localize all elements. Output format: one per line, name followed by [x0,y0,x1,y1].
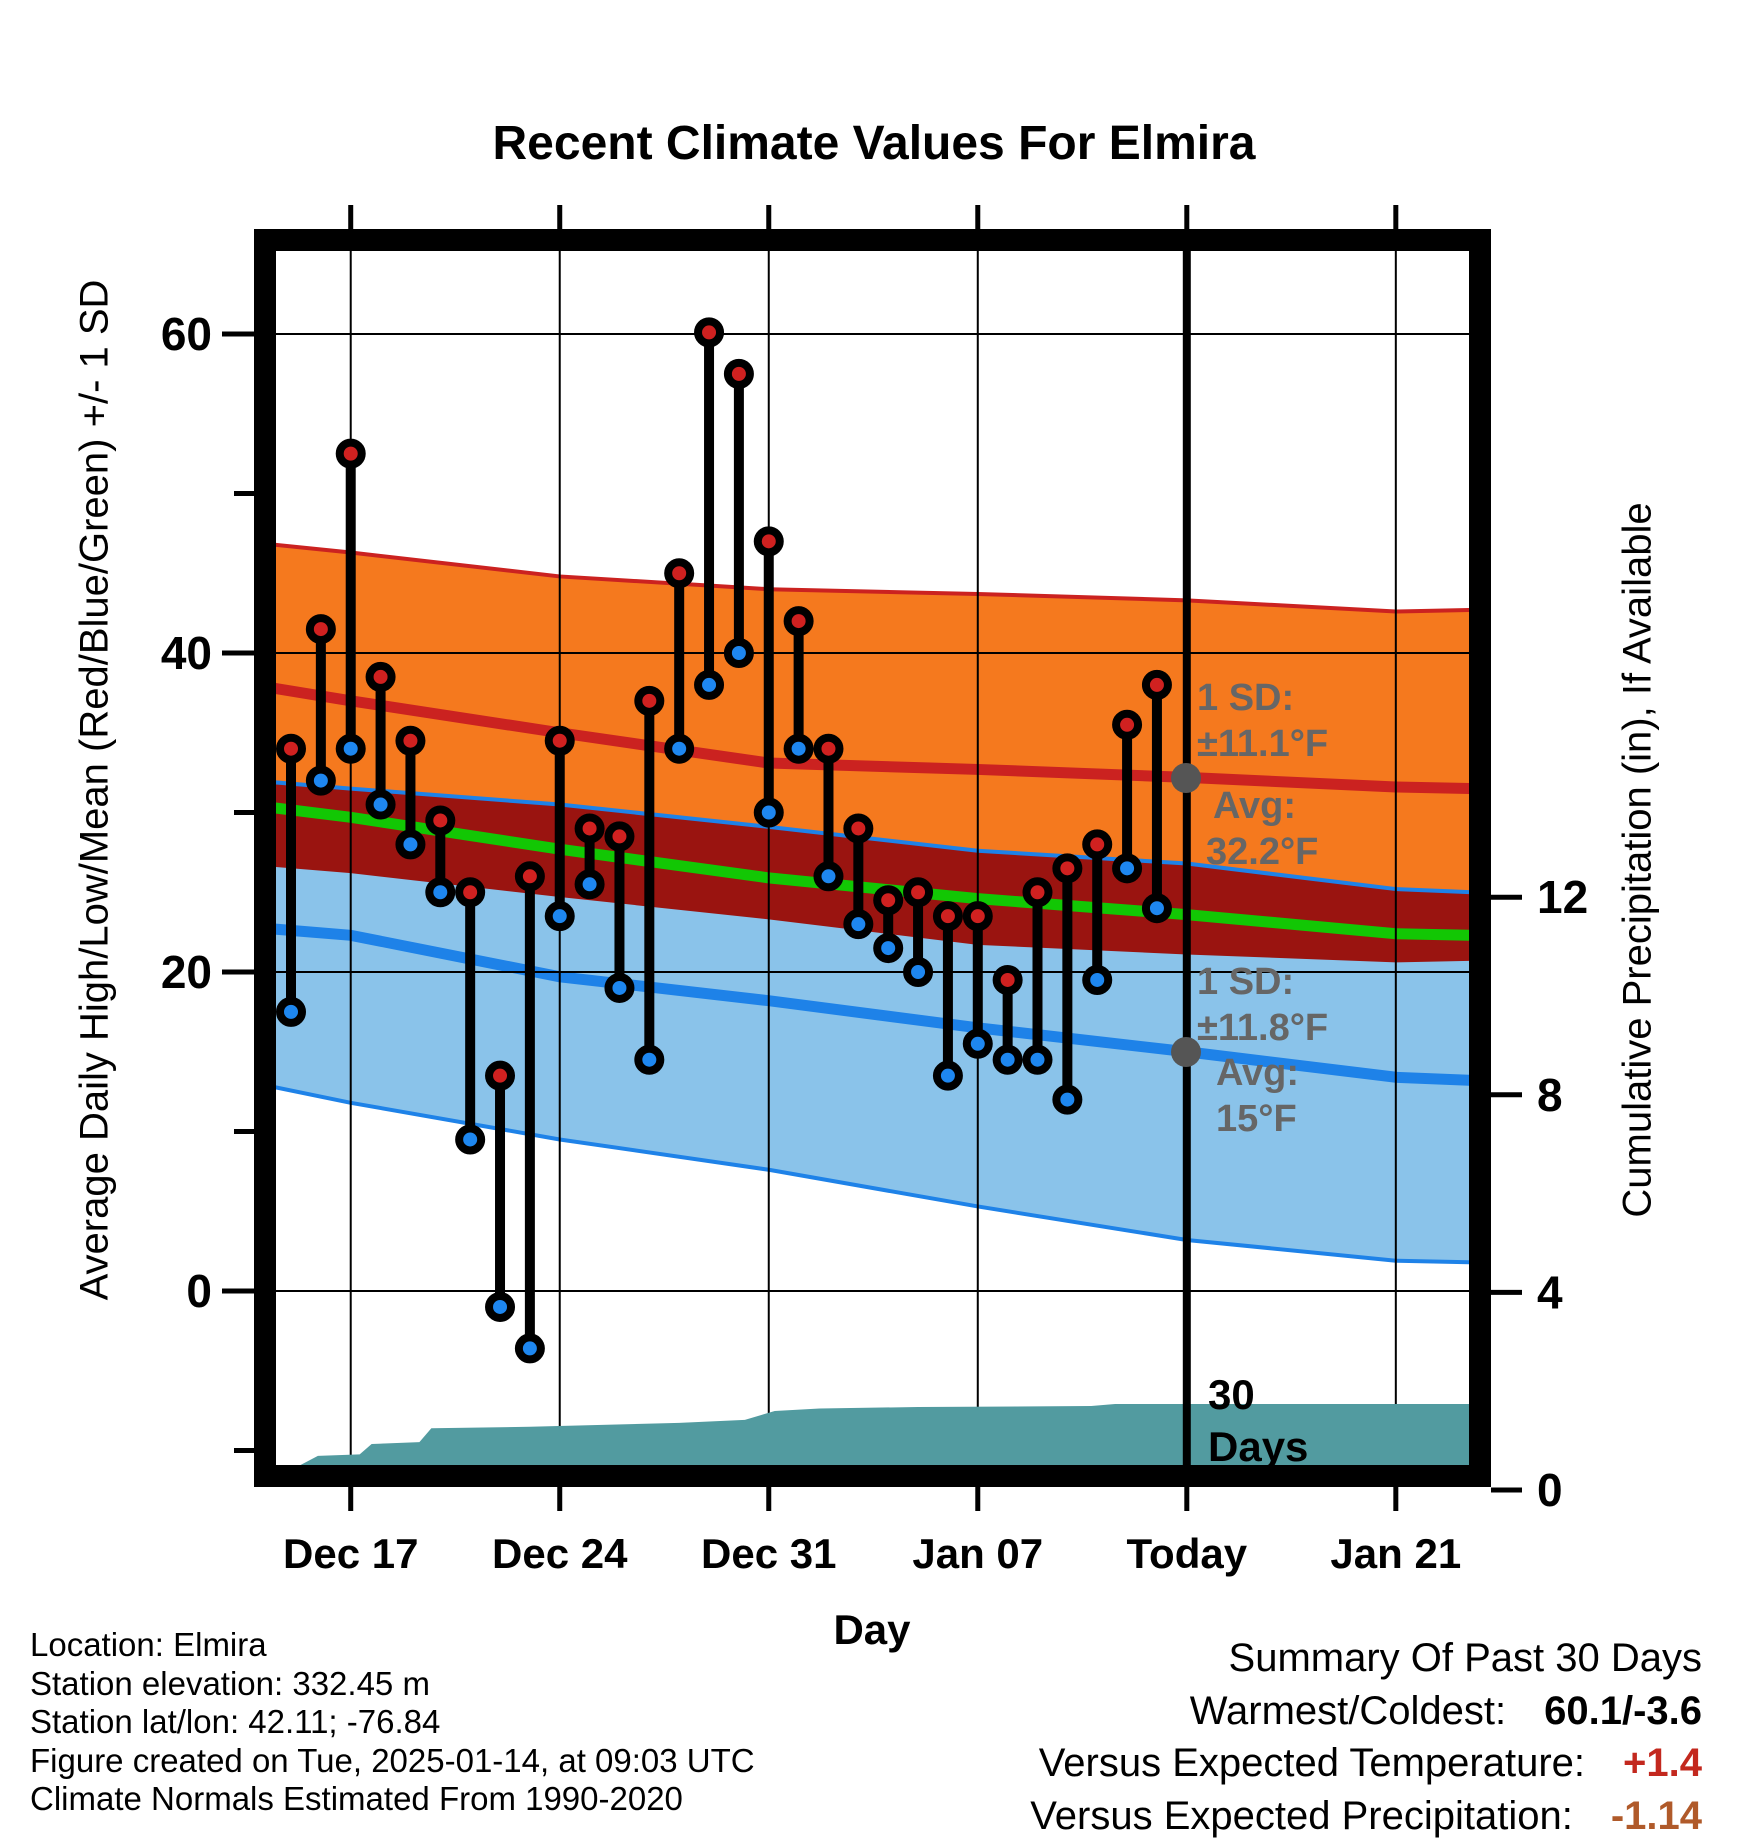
daily-high-dot [668,562,690,584]
daily-low-dot [1027,1049,1049,1071]
daily-high-dot [967,905,989,927]
chart-title: Recent Climate Values For Elmira [0,116,1748,171]
daily-low-dot [937,1065,959,1087]
daily-low-dot [280,1001,302,1023]
daily-low-dot [817,865,839,887]
left-tick-label: 60 [161,308,212,360]
daily-low-dot [907,961,929,983]
vs-temperature-value: +1.4 [1623,1737,1702,1790]
left-tick-label: 20 [161,946,212,998]
climate-normals-note: Climate Normals Estimated From 1990-2020 [30,1780,755,1819]
left-tick-label: 40 [161,627,212,679]
daily-low-dot [399,833,421,855]
daily-low-dot [310,770,332,792]
daily-high-dot [907,881,929,903]
left-axis-title: Average Daily High/Low/Mean (Red/Blue/Green) +/- 1 SD [73,280,118,1301]
daily-low-dot [997,1049,1019,1071]
daily-high-dot [728,363,750,385]
daily-high-dot [847,817,869,839]
daily-high-dot [579,817,601,839]
x-tick-label: Jan 07 [912,1530,1043,1577]
daily-low-dot [1116,857,1138,879]
daily-high-dot [459,881,481,903]
daily-high-dot [429,809,451,831]
station-info [30,1626,755,1819]
daily-high-dot [549,730,571,752]
figure-created: Figure created on Tue, 2025-01-14, at 09:03 UTC [30,1742,755,1781]
daily-high-dot [280,738,302,760]
station-location: Location: Elmira [30,1626,755,1665]
daily-low-dot [370,794,392,816]
station-latlon: Station lat/lon: 42.11; -76.84 [30,1703,755,1742]
vs-precipitation-value: -1.14 [1611,1790,1702,1842]
right-axis-title: Cumulative Precipitation (in), If Available [1616,502,1661,1217]
daily-low-dot [847,913,869,935]
avg-high-marker-dot [1171,763,1201,793]
left-tick-label: 0 [186,1265,212,1317]
daily-low-dot [728,642,750,664]
high-sd-label: 1 SD: [1197,677,1294,719]
high-avg-value: 32.2°F [1206,831,1318,873]
daily-high-dot [1086,833,1108,855]
daily-low-dot [877,937,899,959]
daily-high-dot [698,321,720,343]
daily-high-dot [1146,674,1168,696]
daily-low-dot [519,1337,541,1359]
daily-high-dot [758,530,780,552]
daily-high-dot [399,730,421,752]
daily-high-dot [788,610,810,632]
daily-low-dot [1086,969,1108,991]
daily-high-dot [608,825,630,847]
high-avg-label: Avg: [1213,785,1296,827]
daily-low-dot [1056,1089,1078,1111]
daily-high-dot [1056,857,1078,879]
daily-low-dot [967,1033,989,1055]
x-tick-label: Today [1127,1530,1248,1577]
daily-low-dot [668,738,690,760]
daily-high-dot [937,905,959,927]
daily-low-dot [698,674,720,696]
low-avg-label: Avg: [1216,1052,1299,1094]
x-tick-label: Dec 24 [492,1530,628,1577]
summary-past-30-days [1030,1632,1702,1842]
warmest-coldest-label: Warmest/Coldest: [1190,1685,1506,1738]
daily-low-dot [579,873,601,895]
daily-high-dot [997,969,1019,991]
daily-high-dot [638,690,660,712]
daily-low-dot [638,1049,660,1071]
right-tick-label: 12 [1537,871,1588,923]
daily-low-dot [1146,897,1168,919]
x-tick-label: Jan 21 [1330,1530,1461,1577]
daily-low-dot [459,1128,481,1150]
daily-low-dot [758,802,780,824]
daily-high-dot [370,666,392,688]
daily-low-dot [429,881,451,903]
daily-low-dot [489,1296,511,1318]
daily-high-dot [310,618,332,640]
x-tick-label: Dec 31 [701,1530,836,1577]
daily-high-dot [1027,881,1049,903]
station-elevation: Station elevation: 332.45 m [30,1665,755,1704]
x-axis-title: Day [833,1606,910,1654]
warmest-coldest-value: 60.1/-3.6 [1544,1685,1702,1738]
vs-temperature-label: Versus Expected Temperature: [1039,1737,1585,1790]
daily-low-dot [549,905,571,927]
right-tick-label: 0 [1537,1464,1563,1516]
x-tick-label: Dec 17 [283,1530,418,1577]
daily-high-dot [519,865,541,887]
daily-high-dot [877,889,899,911]
summary-title: Summary Of Past 30 Days [1229,1632,1702,1685]
summary-vs-temperature [1039,1737,1702,1790]
daily-high-dot [489,1065,511,1087]
low-sd-label: 1 SD: [1197,961,1294,1003]
high-sd-value: ±11.1°F [1197,723,1328,765]
period-label-line1: 30 [1208,1371,1255,1418]
daily-low-dot [340,738,362,760]
daily-low-dot [608,977,630,999]
period-label-line2: Days [1208,1423,1308,1470]
summary-warmest-coldest [1190,1685,1702,1738]
vs-precipitation-label: Versus Expected Precipitation: [1030,1790,1573,1842]
daily-high-dot [1116,714,1138,736]
right-tick-label: 4 [1537,1266,1563,1318]
right-tick-label: 8 [1537,1069,1563,1121]
daily-high-dot [340,443,362,465]
daily-high-dot [817,738,839,760]
low-avg-value: 15°F [1216,1098,1297,1140]
low-sd-value: ±11.8°F [1197,1007,1328,1049]
summary-vs-precipitation [1030,1790,1702,1842]
daily-low-dot [788,738,810,760]
